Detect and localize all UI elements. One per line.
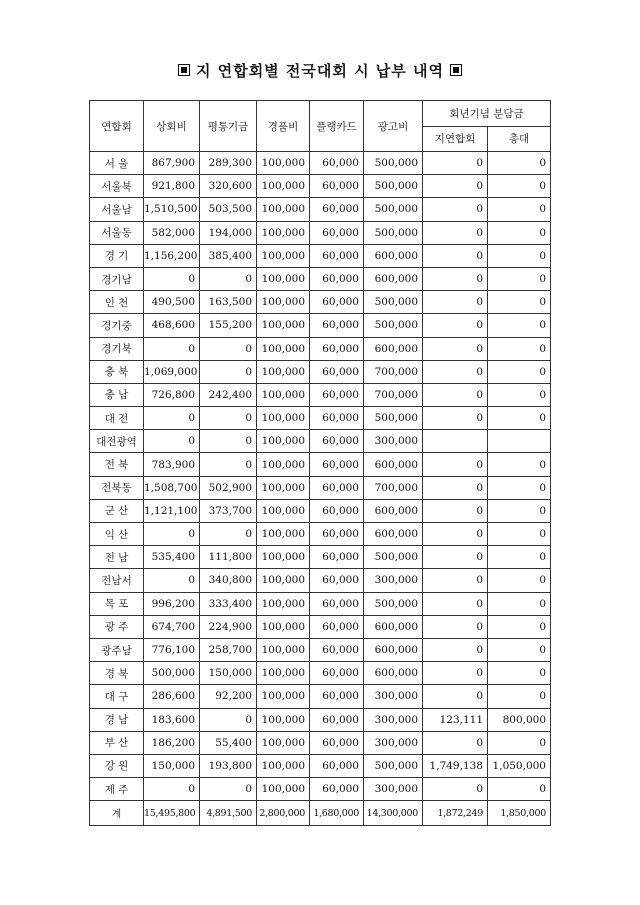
value-cell: 0 [423,662,488,685]
value-cell: 100,000 [257,337,310,360]
value-cell: 60,000 [310,314,364,337]
value-cell: 100,000 [257,360,310,383]
value-cell: 60,000 [310,383,364,406]
payment-table [89,100,551,826]
value-cell: 0 [144,778,200,801]
value-cell: 300,000 [364,685,423,708]
table-row [90,476,551,499]
region-cell: 광 주 [90,615,144,638]
value-cell: 4,891,500 [200,801,257,826]
value-cell: 0 [488,407,551,430]
header-banner: 플랭카드 [310,101,364,152]
value-cell: 0 [144,569,200,592]
region-cell: 대 구 [90,685,144,708]
value-cell: 500,000 [364,407,423,430]
value-cell: 500,000 [364,152,423,175]
value-cell: 1,872,249 [423,801,488,826]
region-cell: 계 [90,801,144,826]
table-row [90,221,551,244]
value-cell: 163,500 [200,291,257,314]
value-cell: 100,000 [257,778,310,801]
value-cell: 0 [488,198,551,221]
value-cell: 60,000 [310,708,364,731]
region-cell: 서울남 [90,198,144,221]
table-row [90,267,551,290]
value-cell: 0 [488,175,551,198]
value-cell: 0 [423,638,488,661]
value-cell: 0 [488,314,551,337]
value-cell: 0 [423,453,488,476]
value-cell: 300,000 [364,569,423,592]
table-row [90,383,551,406]
black-square-icon [450,64,462,76]
value-cell: 0 [488,523,551,546]
value-cell: 600,000 [364,638,423,661]
value-cell: 0 [200,778,257,801]
table-row [90,523,551,546]
region-cell: 군 산 [90,499,144,522]
value-cell: 100,000 [257,314,310,337]
region-cell: 경 북 [90,662,144,685]
value-cell: 500,000 [364,592,423,615]
table-row [90,314,551,337]
region-cell: 익 산 [90,523,144,546]
value-cell: 468,600 [144,314,200,337]
table-row [90,244,551,267]
value-cell: 300,000 [364,778,423,801]
value-cell: 0 [488,731,551,754]
value-cell: 60,000 [310,754,364,777]
value-cell: 600,000 [364,499,423,522]
value-cell: 0 [488,592,551,615]
value-cell: 0 [488,152,551,175]
value-cell: 700,000 [364,476,423,499]
value-cell: 0 [423,244,488,267]
region-cell: 서울동 [90,221,144,244]
value-cell: 155,200 [200,314,257,337]
value-cell: 340,800 [200,569,257,592]
value-cell: 286,600 [144,685,200,708]
value-cell: 1,069,000 [144,360,200,383]
value-cell: 0 [423,615,488,638]
value-cell: 0 [423,291,488,314]
table-row [90,708,551,731]
value-cell: 100,000 [257,569,310,592]
value-cell: 0 [200,453,257,476]
value-cell: 600,000 [364,244,423,267]
value-cell: 503,500 [200,198,257,221]
region-cell: 강 원 [90,754,144,777]
table-row [90,430,551,453]
value-cell: 0 [423,592,488,615]
table-row [90,592,551,615]
region-cell: 목 포 [90,592,144,615]
value-cell: 0 [200,430,257,453]
value-cell: 0 [144,523,200,546]
value-cell: 60,000 [310,615,364,638]
value-cell: 183,600 [144,708,200,731]
value-cell: 100,000 [257,152,310,175]
region-cell: 경 기 [90,244,144,267]
value-cell: 776,100 [144,638,200,661]
value-cell: 535,400 [144,546,200,569]
header-unification-fund: 평통기금 [200,101,257,152]
table-row [90,615,551,638]
value-cell: 0 [488,476,551,499]
value-cell: 0 [144,337,200,360]
value-cell: 100,000 [257,592,310,615]
value-cell: 100,000 [257,638,310,661]
region-cell: 전남서 [90,569,144,592]
region-cell: 대 전 [90,407,144,430]
value-cell: 996,200 [144,592,200,615]
region-cell: 경기북 [90,337,144,360]
region-cell: 제 주 [90,778,144,801]
value-cell: 500,000 [364,221,423,244]
value-cell: 60,000 [310,638,364,661]
value-cell: 15,495,800 [144,801,200,826]
value-cell: 0 [423,569,488,592]
value-cell: 0 [144,267,200,290]
value-cell: 186,200 [144,731,200,754]
value-cell: 0 [423,407,488,430]
value-cell: 0 [423,337,488,360]
value-cell: 60,000 [310,592,364,615]
value-cell: 60,000 [310,337,364,360]
value-cell: 193,800 [200,754,257,777]
value-cell: 500,000 [364,175,423,198]
value-cell: 60,000 [310,778,364,801]
value-cell: 242,400 [200,383,257,406]
value-cell: 0 [488,662,551,685]
table-row [90,662,551,685]
value-cell: 0 [423,267,488,290]
value-cell: 55,400 [200,731,257,754]
black-square-icon [178,64,190,76]
table-row [90,337,551,360]
value-cell: 100,000 [257,731,310,754]
value-cell: 100,000 [257,685,310,708]
value-cell: 60,000 [310,360,364,383]
value-cell: 500,000 [364,546,423,569]
value-cell: 0 [423,152,488,175]
value-cell: 0 [488,615,551,638]
value-cell: 0 [423,314,488,337]
region-cell: 광주남 [90,638,144,661]
value-cell: 1,156,200 [144,244,200,267]
value-cell: 100,000 [257,453,310,476]
value-cell: 0 [488,546,551,569]
value-cell: 123,111 [423,708,488,731]
page-title [0,60,640,81]
value-cell: 333,400 [200,592,257,615]
value-cell: 60,000 [310,499,364,522]
value-cell: 500,000 [364,754,423,777]
header-delegate: 총대 [488,126,551,152]
value-cell: 300,000 [364,430,423,453]
value-cell: 60,000 [310,476,364,499]
table-row [90,754,551,777]
header-region: 연합회 [90,101,144,152]
value-cell: 60,000 [310,453,364,476]
value-cell: 0 [488,360,551,383]
region-cell: 충 북 [90,360,144,383]
value-cell: 2,800,000 [257,801,310,826]
value-cell: 0 [488,337,551,360]
value-cell: 674,700 [144,615,200,638]
region-cell: 부 산 [90,731,144,754]
table-row [90,638,551,661]
value-cell: 0 [423,175,488,198]
value-cell: 60,000 [310,662,364,685]
value-cell: 60,000 [310,523,364,546]
value-cell: 0 [200,360,257,383]
value-cell: 783,900 [144,453,200,476]
value-cell: 0 [423,731,488,754]
region-cell: 전 북 [90,453,144,476]
value-cell: 60,000 [310,430,364,453]
value-cell: 1,510,500 [144,198,200,221]
value-cell: 0 [144,407,200,430]
value-cell: 0 [488,499,551,522]
header-local-federation: 지연합회 [423,126,488,152]
value-cell: 1,680,000 [310,801,364,826]
value-cell: 0 [488,453,551,476]
header-prize-fee: 경품비 [257,101,310,152]
value-cell: 1,850,000 [488,801,551,826]
value-cell: 1,508,700 [144,476,200,499]
value-cell: 60,000 [310,244,364,267]
table-row [90,198,551,221]
value-cell: 700,000 [364,360,423,383]
value-cell: 194,000 [200,221,257,244]
value-cell: 867,900 [144,152,200,175]
value-cell: 500,000 [144,662,200,685]
value-cell: 0 [200,267,257,290]
value-cell: 0 [488,778,551,801]
header-anniversary-share: 회년기념 분담금 [423,101,551,127]
region-cell: 서울북 [90,175,144,198]
value-cell: 0 [488,685,551,708]
table-row [90,569,551,592]
value-cell: 60,000 [310,407,364,430]
value-cell: 100,000 [257,267,310,290]
table-row [90,360,551,383]
region-cell: 인 천 [90,291,144,314]
value-cell: 1,749,138 [423,754,488,777]
table-row [90,152,551,175]
value-cell: 0 [423,221,488,244]
region-cell: 대전광역 [90,430,144,453]
value-cell: 500,000 [364,198,423,221]
value-cell: 100,000 [257,476,310,499]
value-cell: 800,000 [488,708,551,731]
value-cell: 0 [423,523,488,546]
region-cell: 전 남 [90,546,144,569]
value-cell: 100,000 [257,546,310,569]
value-cell: 60,000 [310,198,364,221]
value-cell: 0 [200,337,257,360]
value-cell: 700,000 [364,383,423,406]
value-cell: 150,000 [200,662,257,685]
value-cell: 1,050,000 [488,754,551,777]
value-cell: 100,000 [257,754,310,777]
value-cell: 0 [423,546,488,569]
table-row [90,546,551,569]
value-cell: 60,000 [310,685,364,708]
value-cell: 385,400 [200,244,257,267]
value-cell: 14,300,000 [364,801,423,826]
header-ad-fee: 광고비 [364,101,423,152]
value-cell: 0 [423,685,488,708]
value-cell: 500,000 [364,314,423,337]
value-cell: 600,000 [364,615,423,638]
value-cell: 600,000 [364,267,423,290]
value-cell: 92,200 [200,685,257,708]
value-cell: 0 [200,407,257,430]
value-cell: 0 [423,778,488,801]
value-cell: 0 [144,430,200,453]
table-row [90,407,551,430]
value-cell: 0 [423,476,488,499]
value-cell: 0 [488,569,551,592]
table-row [90,778,551,801]
value-cell: 100,000 [257,499,310,522]
total-row [90,801,551,826]
region-cell: 충 남 [90,383,144,406]
value-cell: 600,000 [364,662,423,685]
value-cell: 60,000 [310,175,364,198]
table-row [90,175,551,198]
value-cell: 100,000 [257,708,310,731]
table-row [90,731,551,754]
value-cell: 0 [488,221,551,244]
table-row [90,499,551,522]
value-cell: 300,000 [364,708,423,731]
value-cell: 582,000 [144,221,200,244]
value-cell: 500,000 [364,291,423,314]
value-cell: 60,000 [310,291,364,314]
value-cell: 600,000 [364,337,423,360]
value-cell: 0 [488,383,551,406]
value-cell: 0 [200,523,257,546]
table-row [90,453,551,476]
value-cell: 0 [488,291,551,314]
value-cell: 373,700 [200,499,257,522]
title-text: 지 연합회별 전국대회 시 납부 내역 [196,62,444,80]
value-cell: 600,000 [364,523,423,546]
value-cell: 0 [488,267,551,290]
value-cell: 60,000 [310,546,364,569]
value-cell: 0 [423,360,488,383]
region-cell: 서 울 [90,152,144,175]
value-cell: 100,000 [257,662,310,685]
value-cell: 502,900 [200,476,257,499]
value-cell: 0 [488,638,551,661]
value-cell: 600,000 [364,453,423,476]
value-cell: 726,800 [144,383,200,406]
value-cell: 0 [423,499,488,522]
value-cell: 0 [488,244,551,267]
value-cell: 60,000 [310,267,364,290]
header-membership-fee: 상회비 [144,101,200,152]
value-cell: 100,000 [257,615,310,638]
value-cell: 0 [423,383,488,406]
value-cell: 0 [200,708,257,731]
value-cell [488,430,551,453]
value-cell [423,430,488,453]
value-cell: 320,600 [200,175,257,198]
value-cell: 100,000 [257,383,310,406]
value-cell: 100,000 [257,407,310,430]
table-row [90,291,551,314]
table-row [90,685,551,708]
value-cell: 60,000 [310,152,364,175]
value-cell: 100,000 [257,221,310,244]
region-cell: 경기남 [90,267,144,290]
value-cell: 150,000 [144,754,200,777]
value-cell: 100,000 [257,523,310,546]
value-cell: 300,000 [364,731,423,754]
value-cell: 100,000 [257,198,310,221]
value-cell: 100,000 [257,244,310,267]
value-cell: 921,800 [144,175,200,198]
value-cell: 111,800 [200,546,257,569]
value-cell: 289,300 [200,152,257,175]
value-cell: 490,500 [144,291,200,314]
value-cell: 60,000 [310,569,364,592]
value-cell: 1,121,100 [144,499,200,522]
region-cell: 경기중 [90,314,144,337]
region-cell: 경 남 [90,708,144,731]
region-cell: 전북동 [90,476,144,499]
value-cell: 60,000 [310,221,364,244]
value-cell: 258,700 [200,638,257,661]
value-cell: 60,000 [310,731,364,754]
value-cell: 224,900 [200,615,257,638]
value-cell: 100,000 [257,430,310,453]
value-cell: 100,000 [257,291,310,314]
value-cell: 100,000 [257,175,310,198]
value-cell: 0 [423,198,488,221]
